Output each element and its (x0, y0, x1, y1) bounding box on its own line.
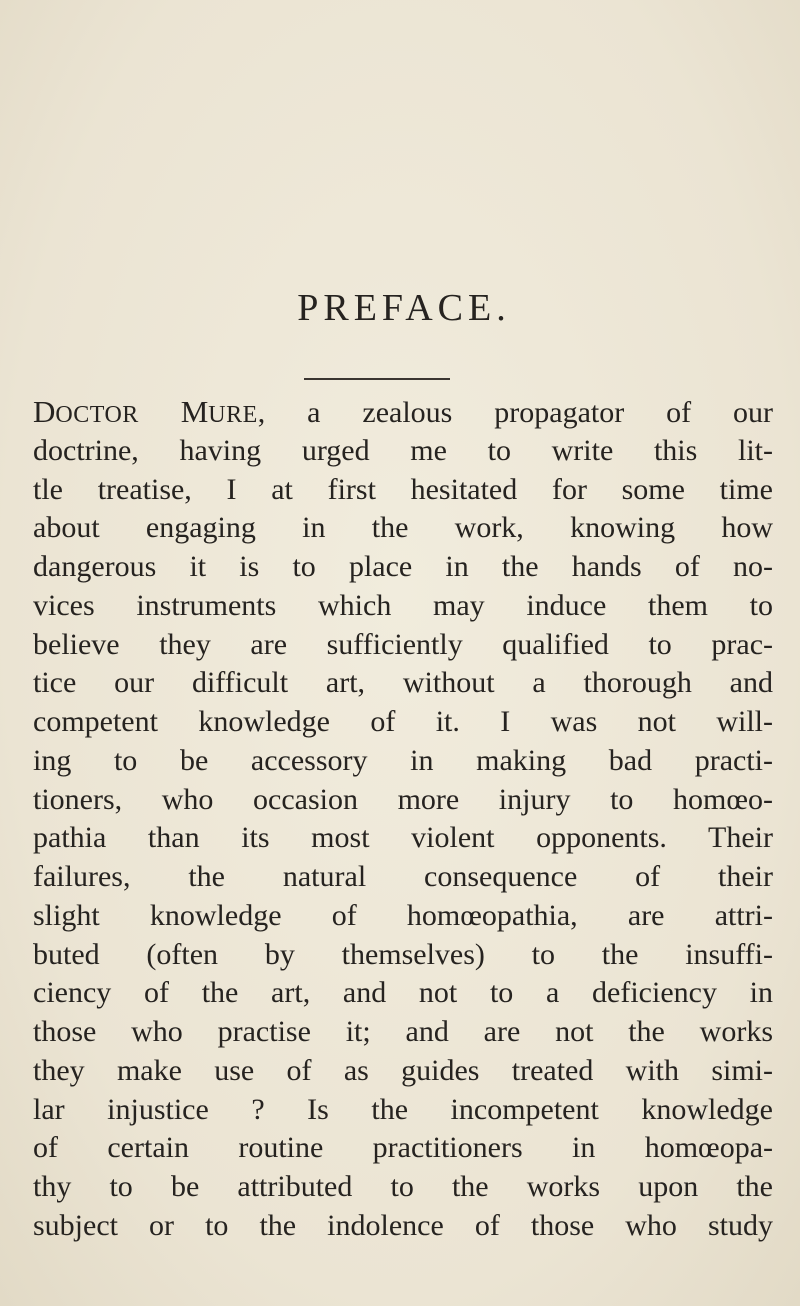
text-line: ciency of the art, and not to a deficiency in (33, 976, 773, 1010)
text-line: doctrine, having urged me to write this lit- (33, 433, 773, 467)
preface-body (33, 393, 773, 1246)
text-line: dangerous it is to place in the hands of no- (33, 550, 773, 583)
text-line: those who practise it; and are not the works (33, 1015, 773, 1048)
text-line: failures, the natural consequence of their (33, 860, 773, 893)
preface-heading: PREFACE. (297, 287, 511, 329)
author-name-initial: M (180, 394, 209, 429)
text-line: of certain routine practitioners in homœopa- (33, 1131, 773, 1165)
text-line: lar injustice ? Is the incompetent knowledge (33, 1092, 773, 1126)
text-line: tioners, who occasion more injury to homœo- (33, 782, 773, 816)
text-line: vices instruments which may induce them to (33, 588, 773, 622)
text-line: ing to be accessory in making bad practi- (33, 743, 773, 777)
heading-rule (304, 378, 450, 380)
first-line-rest: , a zealous propagator of our (257, 396, 773, 429)
text-line: tle treatise, I at first hesitated for some time (33, 472, 773, 506)
text-line: thy to be attributed to the works upon the (33, 1170, 773, 1203)
text-line: subject or to the indolence of those who study (33, 1208, 773, 1242)
author-name-rest: URE (208, 402, 258, 428)
text-line: buted (often by themselves) to the insuffi- (33, 937, 773, 971)
author-title-rest: OCTOR (55, 402, 139, 428)
author-title-initial: D (33, 394, 56, 429)
text-line: pathia than its most violent opponents. Their (33, 821, 773, 855)
text-line: about engaging in the work, knowing how (33, 511, 773, 545)
text-line: believe they are sufficiently qualified to prac- (33, 627, 773, 661)
text-line: slight knowledge of homœopathia, are attri- (33, 898, 773, 932)
text-line: tice our difficult art, without a thorough and (33, 666, 773, 700)
text-line: they make use of as guides treated with simi- (33, 1053, 773, 1087)
text-line: competent knowledge of it. I was not will- (33, 705, 773, 738)
text-line-1 (33, 393, 773, 432)
